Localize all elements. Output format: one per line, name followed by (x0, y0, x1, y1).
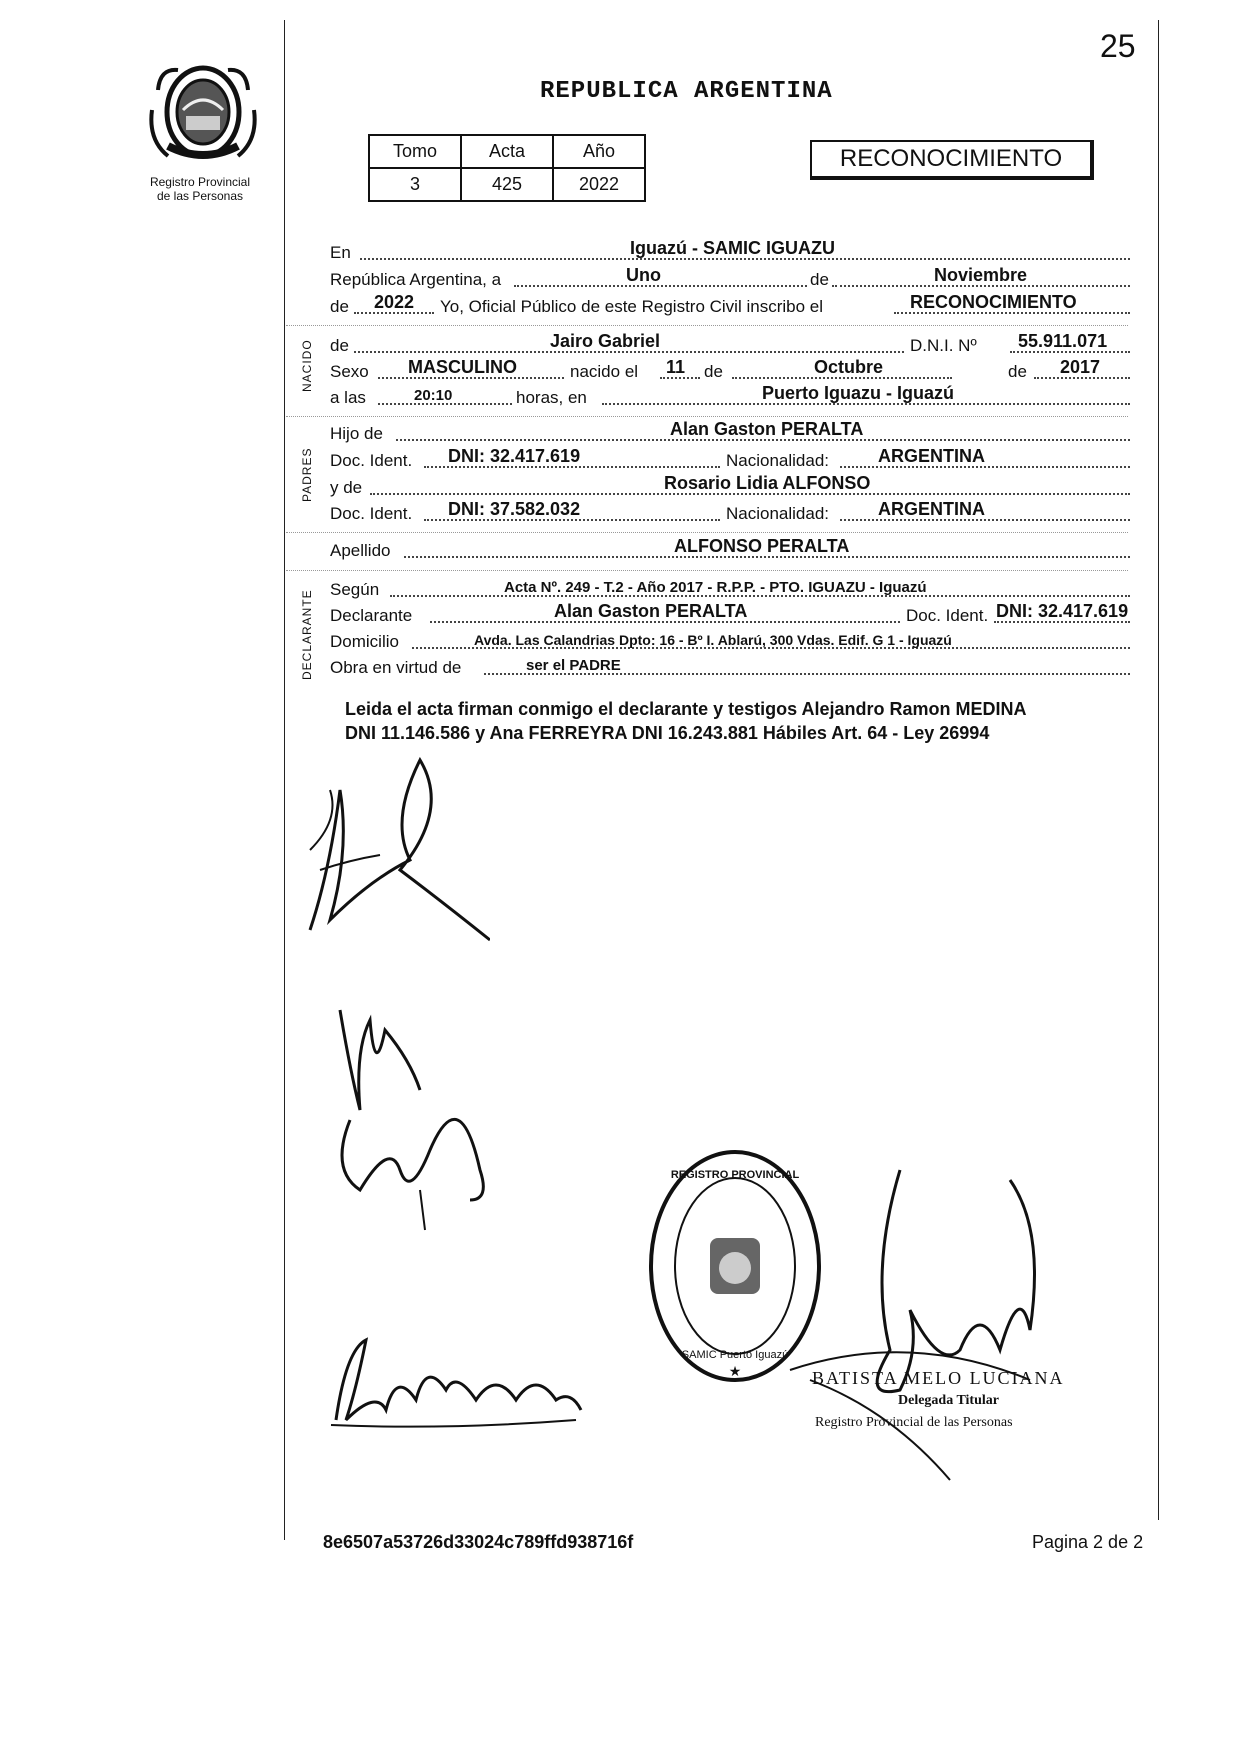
row-place (330, 239, 1130, 263)
row-child-name (330, 332, 1130, 356)
registry-name-line2: de las Personas (156, 189, 244, 203)
child-name: Jairo Gabriel (550, 331, 661, 351)
svg-text:SAMIC Puerto Iguazú: SAMIC Puerto Iguazú (681, 1349, 789, 1361)
surname-value: ALFONSO PERALTA (674, 536, 850, 556)
father-nationality: ARGENTINA (878, 446, 985, 466)
birth-day: 11 (666, 357, 686, 377)
side-label-nacido: NACIDO (300, 339, 314, 392)
child-sex: MASCULINO (408, 357, 517, 377)
birth-time: 20:10 (414, 387, 453, 404)
official-text: Yo, Oficial Público de este Registro Civil inscribo el (440, 297, 823, 316)
mother-nationality: ARGENTINA (878, 499, 985, 519)
row-father-name (330, 420, 1130, 444)
en-label: En (330, 243, 351, 262)
born-label: nacido el (570, 362, 639, 381)
mother-nac-label: Nacionalidad: (726, 504, 830, 523)
page-number: 25 (1100, 28, 1136, 64)
registration-year: 2022 (374, 292, 415, 312)
dni-label: D.N.I. Nº (910, 336, 977, 355)
record-table-header (369, 135, 645, 168)
mother-name: Rosario Lidia ALFONSO (664, 473, 871, 493)
row-child-time (330, 384, 1130, 408)
de2-label: de (330, 297, 349, 316)
row-surname (330, 537, 1130, 561)
anio-value: 2022 (553, 168, 645, 201)
mother-doc: DNI: 37.582.032 (448, 499, 581, 519)
child-de-label: de (330, 336, 349, 355)
obra-label: Obra en virtud de (330, 658, 462, 677)
official-name: BATISTA MELO LUCIANA (812, 1368, 1065, 1388)
republica-label: República Argentina, a (330, 270, 502, 289)
page-of-label: Pagina 2 de 2 (1032, 1532, 1144, 1552)
father-name: Alan Gaston PERALTA (670, 419, 864, 439)
act-type-box: RECONOCIMIENTO (810, 140, 1094, 180)
section-divider (286, 532, 1128, 533)
record-table-row (369, 168, 645, 201)
witness-2-signature (326, 1330, 586, 1440)
father-nac-label: Nacionalidad: (726, 451, 830, 470)
declarant-signature (290, 750, 490, 950)
child-de-label3: de (1008, 362, 1027, 381)
right-margin-line (1158, 20, 1159, 1520)
registry-name-line1: Registro Provincial (149, 175, 251, 189)
svg-text:★: ★ (728, 1363, 742, 1379)
misiones-emblem-logo (148, 60, 258, 168)
section-divider (286, 570, 1128, 571)
closing-statement (345, 697, 1145, 745)
row-segun (330, 576, 1130, 600)
sexo-label: Sexo (330, 362, 369, 381)
side-label-padres: PADRES (300, 447, 314, 502)
hijo-label: Hijo de (330, 424, 383, 443)
acta-value: 425 (461, 168, 553, 201)
domicilio-value: Avda. Las Calandrias Dpto: 16 - Bº I. Ablarú, 300 Vdas. Edif. G 1 - Iguazú (474, 632, 952, 648)
mother-doc-label: Doc. Ident. (330, 504, 413, 523)
official-title: Delegada Titular (898, 1393, 999, 1408)
tomo-value: 3 (369, 168, 461, 201)
record-table (368, 134, 646, 202)
witness-1-signature (330, 990, 510, 1240)
registration-day: Uno (626, 265, 661, 285)
official-seal (648, 1148, 822, 1384)
alas-label: a las (330, 388, 366, 407)
declarante-label: Declarante (330, 606, 413, 625)
dotted-line (514, 285, 834, 287)
country-title: REPUBLICA ARGENTINA (540, 78, 833, 105)
obra-value: ser el PADRE (526, 657, 621, 674)
section-divider (286, 416, 1128, 417)
surname-label: Apellido (330, 541, 391, 560)
row-father-doc (330, 447, 1130, 471)
declarante-name: Alan Gaston PERALTA (554, 601, 748, 621)
closing-line1: Leida el acta firman conmigo el declarante y testigos Alejandro Ramon MEDINA (345, 699, 1027, 719)
row-date (330, 266, 1130, 290)
hours-label: horas, en (516, 388, 587, 407)
child-dni: 55.911.071 (1018, 331, 1108, 351)
segun-label: Según (330, 580, 380, 599)
father-doc-label: Doc. Ident. (330, 451, 413, 470)
row-obra (330, 654, 1130, 678)
acta-header: Acta (461, 135, 553, 168)
registration-month: Noviembre (934, 265, 1028, 285)
birth-place: Puerto Iguazu - Iguazú (762, 383, 954, 403)
side-label-declarante: DECLARANTE (300, 589, 314, 680)
document-hash: 8e6507a53726d33024c789ffd938716f (323, 1532, 634, 1552)
declarante-doc-label: Doc. Ident. (906, 606, 989, 625)
row-domicilio (330, 628, 1130, 652)
svg-text:REGISTRO PROVINCIAL: REGISTRO PROVINCIAL (670, 1169, 800, 1181)
row-declarante (330, 602, 1130, 626)
anio-header: Año (553, 135, 645, 168)
row-child-birth (330, 358, 1130, 382)
row-mother-doc (330, 500, 1130, 524)
de-label: de (810, 270, 829, 289)
father-doc: DNI: 32.417.619 (448, 446, 581, 466)
section-divider (286, 325, 1128, 326)
row-year (330, 293, 1130, 317)
child-de-label2: de (704, 362, 723, 381)
official-office: Registro Provincial de las Personas (815, 1415, 1013, 1430)
birth-month: Octubre (814, 357, 884, 377)
declarante-doc: DNI: 32.417.619 (996, 601, 1129, 621)
segun-value: Acta Nº. 249 - T.2 - Año 2017 - R.P.P. - PTO. IGUAZU - Iguazú (504, 579, 927, 596)
registry-name (120, 175, 280, 203)
domicilio-label: Domicilio (330, 632, 399, 651)
registration-place: Iguazú - SAMIC IGUAZU (630, 238, 835, 258)
yde-label: y de (330, 478, 363, 497)
closing-line2: DNI 11.146.586 y Ana FERREYRA DNI 16.243.881 Hábiles Art. 64 - Ley 26994 (345, 723, 990, 743)
birth-year: 2017 (1060, 357, 1101, 377)
row-mother-name (330, 474, 1130, 498)
act-name: RECONOCIMIENTO (910, 292, 1077, 312)
left-margin-line (284, 20, 285, 1540)
tomo-header: Tomo (369, 135, 461, 168)
